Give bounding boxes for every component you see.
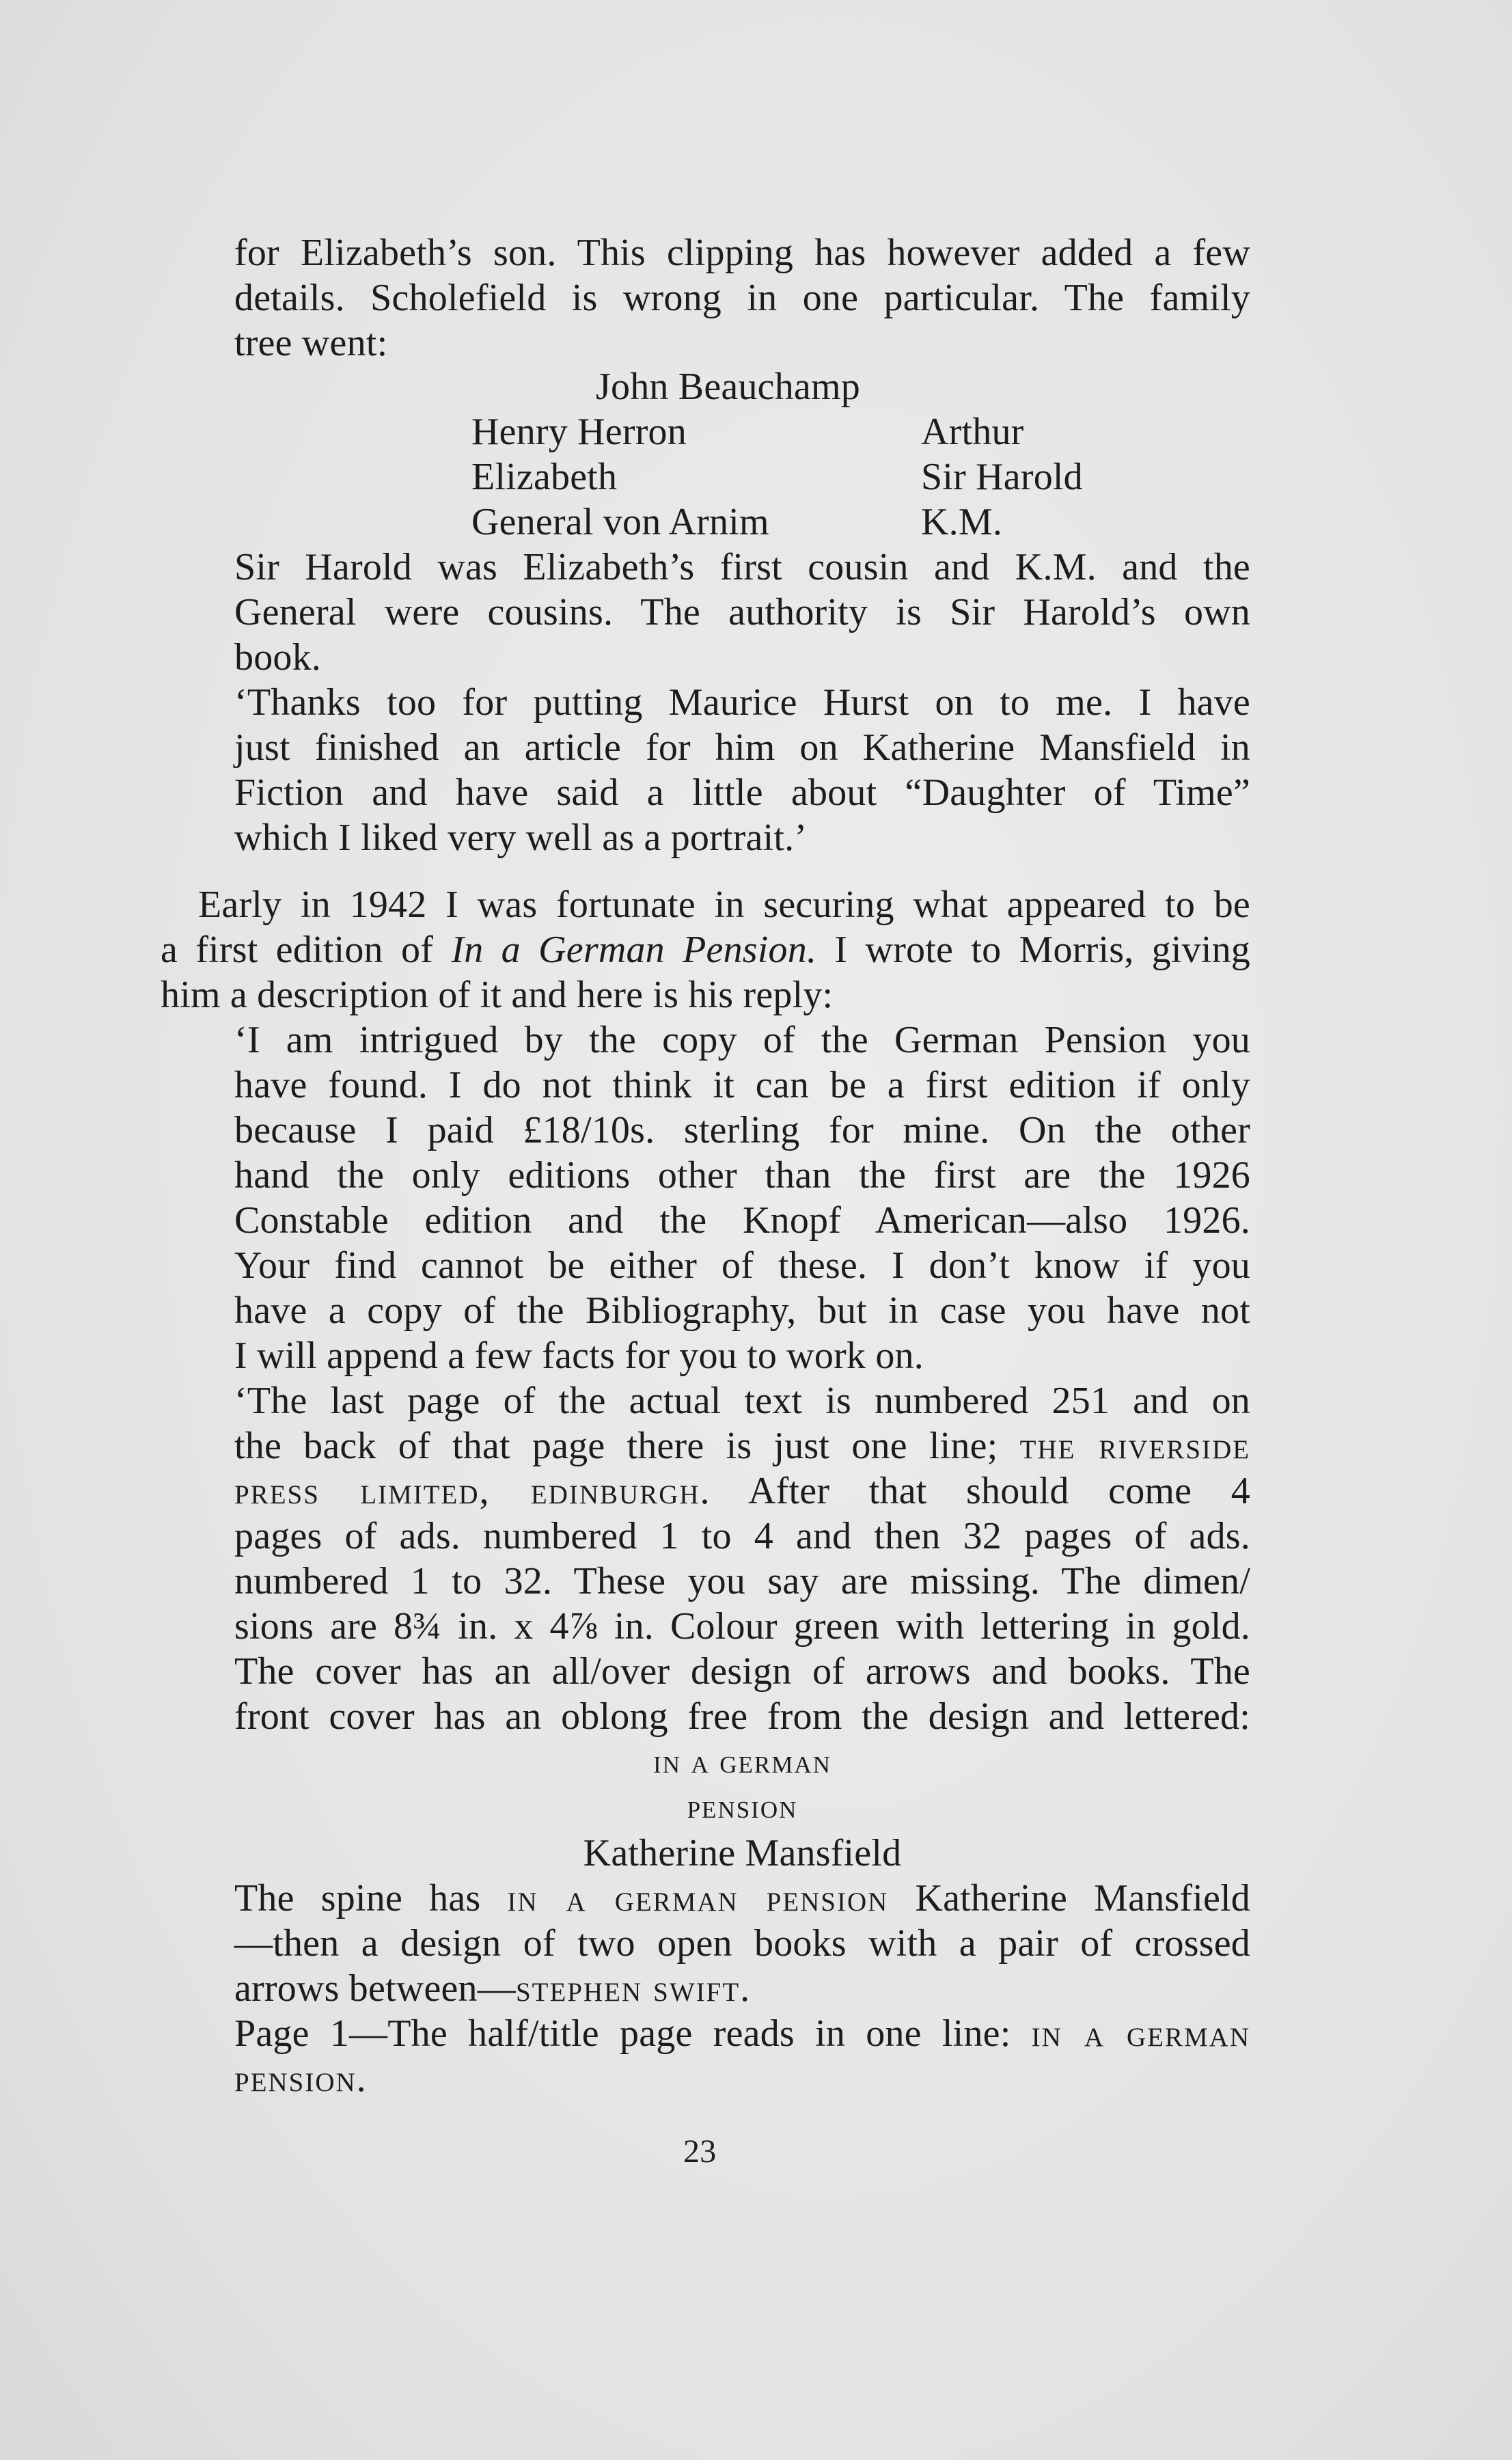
text-line: front cover has an oblong free from the design and lettered: (234, 1695, 1250, 1738)
text-line: details. Scholefield is wrong in one particular. The family (234, 277, 1250, 319)
cover-author: Katherine Mansfield (583, 1832, 902, 1874)
text-line: tree went: (234, 322, 388, 364)
cover-title-line-2: pension (687, 1787, 798, 1825)
tree-right-3: K.M. (921, 501, 1003, 543)
cover-title-line-1: in a german (653, 1742, 831, 1780)
text-line (234, 1427, 1250, 1465)
publisher-name: stephen swift. (515, 1967, 752, 2010)
tree-root: John Beauchamp (596, 366, 860, 408)
text-line: because I paid £18/10s. sterling for mine. On the other (234, 1109, 1250, 1151)
text-line (234, 1879, 1250, 1917)
text-line: Sir Harold was Elizabeth’s first cousin and K.M. and the (234, 546, 1250, 588)
text-line (234, 2014, 1250, 2053)
text-line: just finished an article for him on Katherine Mansfield in (234, 726, 1250, 769)
tree-left-2: Elizabeth (471, 456, 618, 498)
text-line: I will append a few facts for you to work on. (234, 1335, 924, 1377)
imprint-text: press limited, edinburgh. (234, 1470, 711, 1512)
text-line: have found. I do not think it can be a first edition if only (234, 1064, 1250, 1106)
text-span: Page 1—The half/title page reads in one line: (234, 2012, 1032, 2055)
text-line: —then a design of two open books with a pair of crossed (234, 1922, 1250, 1965)
tree-left-3: General von Arnim (471, 501, 769, 543)
text-span: arrows between— (234, 1967, 516, 2010)
text-line: General were cousins. The authority is Sir Harold’s own (234, 591, 1250, 633)
text-line: sions are 8¾ in. x 4⅞ in. Colour green with lettering in gold. (234, 1605, 1250, 1648)
text-line (234, 1472, 1250, 1510)
text-span: The spine has (234, 1877, 508, 1919)
text-line: Early in 1942 I was fortunate in securing what appeared to be (198, 884, 1250, 926)
text-line: pages of ads. numbered 1 to 4 and then 32 pages of ads. (234, 1515, 1250, 1557)
text-span: After that should come 4 (711, 1470, 1250, 1512)
text-line: Constable edition and the Knopf American—also 1926. (234, 1199, 1250, 1242)
tree-right-1: Arthur (921, 411, 1024, 453)
text-line: him a description of it and here is his reply: (161, 974, 834, 1016)
text-line: for Elizabeth’s son. This clipping has however added a few (234, 232, 1250, 274)
text-line: ‘I am intrigued by the copy of the German Pension you (234, 1019, 1250, 1061)
half-title-text: pension. (234, 2058, 368, 2100)
imprint-text: the riverside (1019, 1425, 1250, 1467)
text-line: book. (234, 636, 321, 679)
tree-left-1: Henry Herron (471, 411, 687, 453)
text-span: a first edition of (161, 929, 452, 971)
tree-right-2: Sir Harold (921, 456, 1083, 498)
page-number: 23 (683, 2133, 717, 2170)
text-line: numbered 1 to 32. These you say are missing. The dimen/ (234, 1560, 1250, 1602)
half-title-text: in a german (1031, 2012, 1251, 2055)
text-line: ‘Thanks too for putting Maurice Hurst on to me. I have (234, 681, 1250, 724)
spine-title: in a german pension (507, 1877, 889, 1919)
text-line: have a copy of the Bibliography, but in case you have not (234, 1289, 1250, 1332)
text-span: the back of that page there is just one line; (234, 1425, 1020, 1467)
text-line: The cover has an all/over design of arrows and books. The (234, 1650, 1250, 1693)
book-title: In a German Pension. (451, 929, 817, 971)
text-line (161, 931, 1250, 969)
text-line: ‘The last page of the actual text is numbered 251 and on (234, 1380, 1250, 1422)
text-line: Your find cannot be either of these. I don’t know if you (234, 1244, 1250, 1287)
text-span: I wrote to Morris, giving (816, 929, 1250, 971)
text-line: Fiction and have said a little about “Daughter of Time” (234, 771, 1250, 814)
text-line: which I liked very well as a portrait.’ (234, 817, 808, 859)
text-span: Katherine Mansfield (888, 1877, 1251, 1919)
text-line: hand the only editions other than the first are the 1926 (234, 1154, 1250, 1197)
text-line (234, 1969, 751, 2008)
